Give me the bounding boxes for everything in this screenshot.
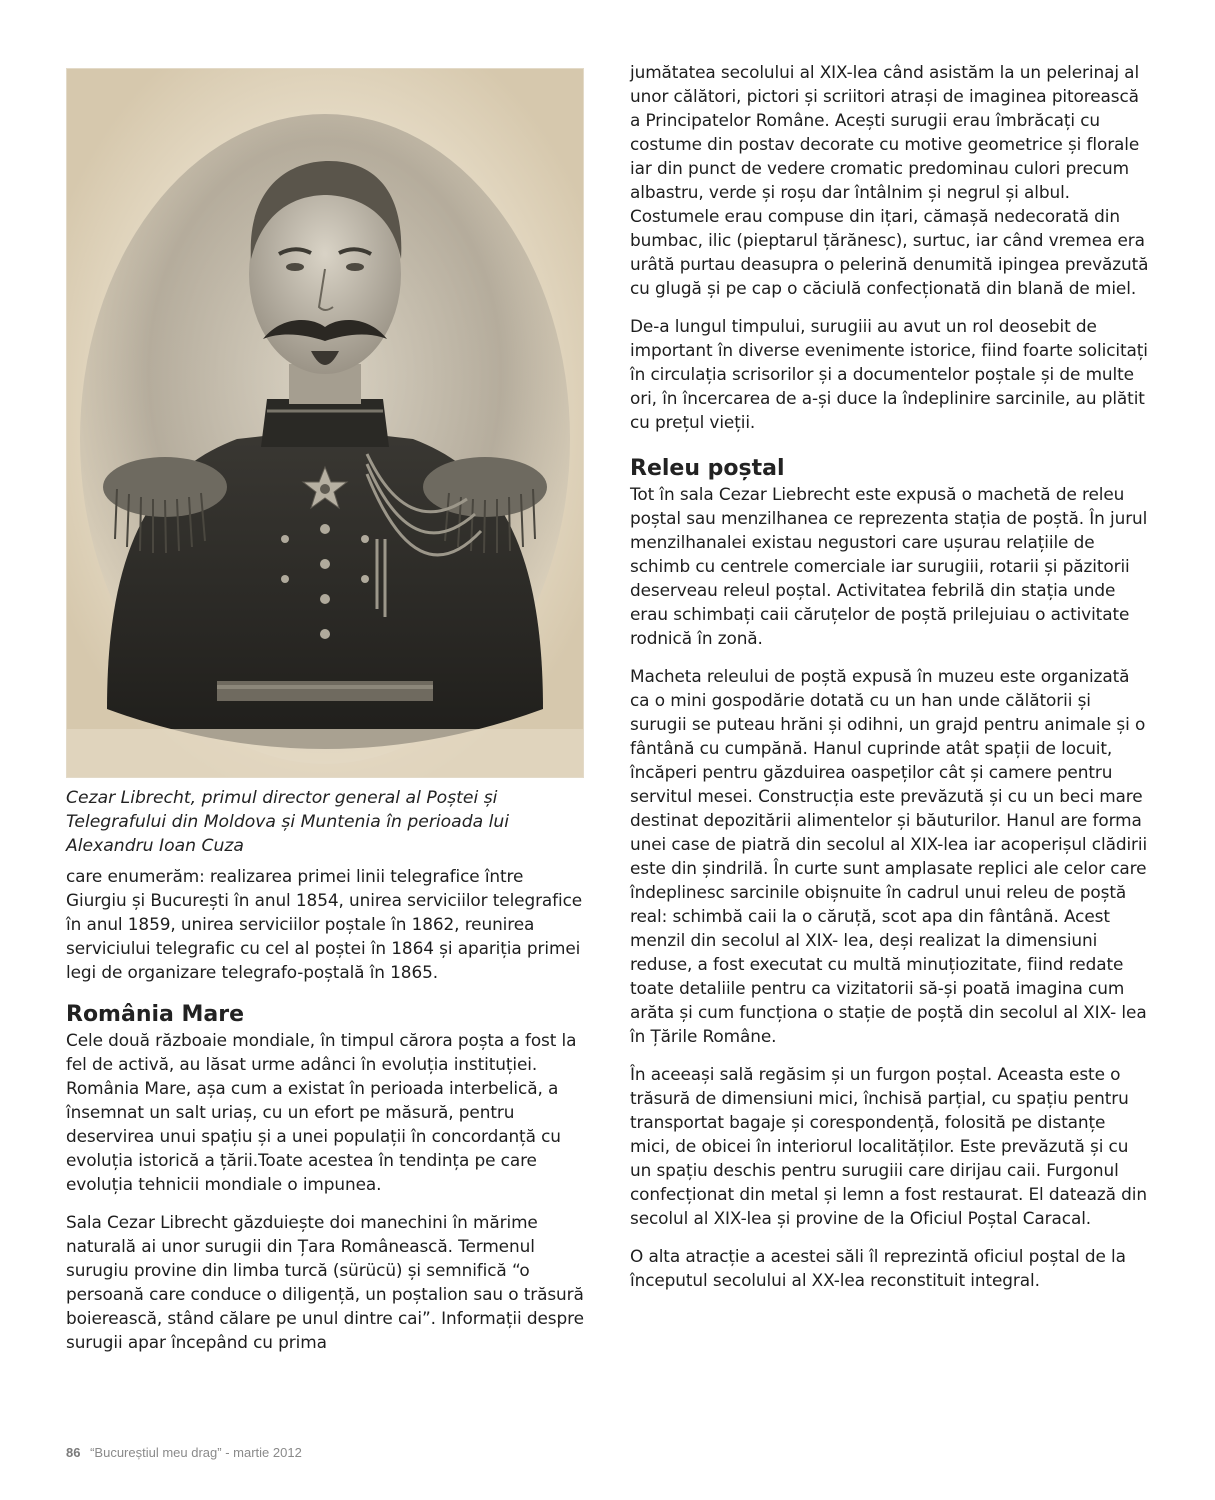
left-column <box>66 68 586 1354</box>
intro-paragraph: care enumerăm: realizarea primei linii telegrafice între Giurgiu și București în anul 1854, unirea serviciilor telegrafice în anul 1859, unirea serviciilor poștale în 1862, reunirea serviciului telegrafic cu cel al poștei în 1864 și apariția primei legi de organizare telegrafo-poștală în 1865. <box>66 866 583 982</box>
paragraph-furgon: În aceeași sală regăsim și un furgon poștal. Aceasta este o trăsură de dimensiuni mici, închisă parțial, cu spațiu pentru transportat bagaje și corespondență, folosită pe distanțe mici, de obicei în interiorul localităților. Este prevăzută și cu un spațiu deschis pentru surugiii care dirijau caii. Furgonul confecționat din metal și lemn a fost restaurat. El datează din secolul al XIX-lea și provine de la Oficiul Poștal Caracal. <box>630 1064 1147 1228</box>
section-heading-releu-postal: Releu poștal <box>630 456 785 481</box>
page-number: 86 <box>66 1445 81 1460</box>
paragraph-macheta: Macheta releului de poștă expusă în muzeu este organizată ca o mini gospodărie dotată cu un han unde călătorii și surugii se puteau hrăni și odihni, un grajd pentru animale și o fântână cu cumpănă. Hanul cuprinde atât spații de locuit, încăperi pentru găzduirea oaspeților cât și camere pentru servitul mesei. Construcția este prevăzută și cu un beci mare destinat depozitării alimentelor și băuturilor. Hanul are forma unei case de piatră din secolul al XIX-lea iar acoperișul clădirii este din șindrilă. În curte sunt amplasate replici ale celor care îndeplinesc sarcinile obișnuite în cadrul unui releu de poștă real: schimbă caii la o căruță, scot apa din fântână. Acest menzil din secolul al XIX- lea, deși realizat la dimensiuni reduse, a fost executat cu multă minuțiozitate, fiind redate toate detaliile pentru ca vizitatorii să-și poată imagina cum arăta și cum funcționa o stație de poștă din secolul al XIX- lea în Țările Române. <box>630 666 1148 1046</box>
portrait-engraving-image <box>66 68 584 778</box>
image-caption: Cezar Librecht, primul director general al Poștei și Telegrafului din Moldova și Muntenia în perioada lui Alexandru Ioan Cuza <box>66 788 510 856</box>
section-heading-romania-mare: România Mare <box>66 1002 245 1027</box>
paragraph-releu-postal: Tot în sala Cezar Liebrecht este expusă o machetă de releu poștal sau menzilhanea ce reprezenta stația de poștă. În jurul menzilhanalei existau negustori care ușurau relațiile de schimb cu centrele comerciale iar surugiii, rotarii și păzitorii deserveau releul poștal. Activitatea febrilă din stația unde erau schimbați caii căruțelor de poștă prilejuiau o activitate rodnică în zonă. <box>630 484 1148 648</box>
paragraph-surugii-role: De-a lungul timpului, surugiii au avut un rol deosebit de important în diverse evenimente istorice, fiind foarte solicitați în circulația scrisorilor și a documentelor poștale și de multe ori, în încercarea de a-și duce la îndeplinire sarcinile, au plătit cu prețul vieții. <box>630 316 1148 432</box>
page-footer <box>66 1445 302 1460</box>
publication-title: “Bucureștiul meu drag” - martie 2012 <box>90 1445 302 1460</box>
paragraph-surugii-costume: jumătatea secolului al XIX-lea când asistăm la un pelerinaj al unor călători, pictori și scriitori atrași de imaginea pitorească a Principatelor Române. Acești surugii erau îmbrăcați cu costume din postav decorate cu motive geometrice și florale iar din punct de vedere cromatic predominau culori precum albastru, verde și roșu dar întâlnim și negrul și albul. Costumele erau compuse din ițari, cămașă nedecorată din bumbac, ilic (pieptarul țărănesc), surtuc, iar când vremea era urâtă purtau deasupra o pelerină denumită ipingea prevăzută cu glugă și pe cap o căciulă confecționată din blană de miel. <box>630 62 1149 298</box>
paragraph-romania-mare: Cele două războaie mondiale, în timpul cărora poșta a fost la fel de activă, au lăsat urme adânci în evoluția instituției. România Mare, așa cum a existat în perioada interbelică, a însemnat un salt uriaș, cu un efort pe măsură, pentru deservirea unui spațiu și a unei populații în concordanță cu evoluția istorică a țării.Toate acestea în tendința pe care evoluția tehnicii mondiale o impunea. <box>66 1030 577 1194</box>
right-column <box>630 60 1150 1292</box>
portrait-illustration <box>67 69 583 777</box>
paragraph-oficiu-postal: O alta atracție a acestei săli îl reprezintă oficiul poștal de la începutul secolului al XX-lea reconstituit integral. <box>630 1246 1126 1290</box>
paragraph-surugii-intro: Sala Cezar Librecht găzduiește doi manechini în mărime naturală ai unor surugii din Țara Românească. Termenul surugiu provine din limba turcă (sürücü) și semnifică “o persoană care conduce o diligență, un poștalion sau o trăsură boierească, stând călare pe unul dintre cai”. Informații despre surugii apar începând cu prima <box>66 1212 584 1352</box>
